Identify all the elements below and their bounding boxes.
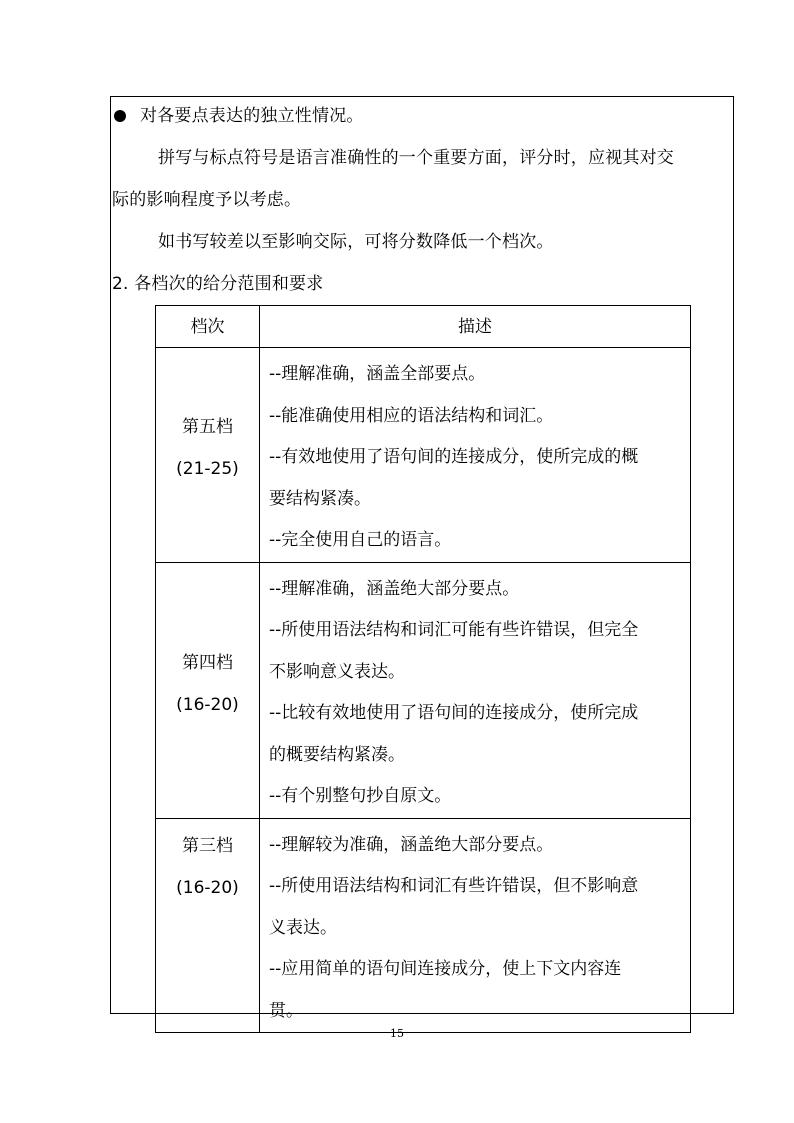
description-line: 的概要结构紧凑。 [269, 744, 405, 765]
bullet-icon [114, 110, 126, 122]
description-cell [260, 562, 691, 818]
section-heading: 2. 各档次的给分范围和要求 [112, 274, 324, 294]
description-line: --所使用语法结构和词汇有些许错误，但不影响意 [269, 876, 639, 896]
level-label: 第四档 [182, 652, 233, 673]
description-line: --能准确使用相应的语法结构和词汇。 [269, 405, 554, 426]
level-cell [156, 562, 260, 818]
level-range: (16-20) [176, 877, 239, 898]
header-description: 描述 [260, 306, 691, 348]
description-line: 不影响意义表达。 [269, 661, 405, 682]
description-line: --有个别整句抄自原文。 [269, 786, 452, 806]
description-line: 贯。 [269, 1000, 303, 1021]
table-header-row [156, 306, 691, 348]
level-cell [156, 348, 260, 563]
description-line: --比较有效地使用了语句间的连接成分，使所完成 [269, 703, 639, 723]
table-row [156, 818, 691, 1033]
level-label: 第五档 [182, 417, 233, 437]
page-number: 15 [390, 1027, 404, 1040]
paragraph: 如书写较差以至影响交际，可将分数降低一个档次。 [158, 232, 554, 252]
description-line: --有效地使用了语句间的连接成分，使所完成的概 [269, 447, 639, 467]
description-line: --完全使用自己的语言。 [269, 530, 452, 550]
description-line: --应用简单的语句间连接成分，使上下文内容连 [269, 959, 622, 979]
description-line: --理解较为准确，涵盖绝大部分要点。 [269, 834, 554, 855]
table-row [156, 562, 691, 818]
description-cell [260, 348, 691, 563]
header-level: 档次 [156, 306, 260, 348]
description-cell [260, 818, 691, 1033]
grading-table [155, 305, 691, 1033]
level-range: (16-20) [176, 694, 239, 715]
description-line: --理解准确，涵盖全部要点。 [269, 364, 486, 384]
paragraph-line: 拼写与标点符号是语言准确性的一个重要方面，评分时，应视其对交 [158, 148, 674, 168]
table-row [156, 348, 691, 563]
level-range: (21-25) [176, 459, 239, 479]
description-line: 义表达。 [269, 917, 337, 938]
paragraph-line: 际的影响程度予以考虑。 [112, 190, 302, 210]
bullet-text: 对各要点表达的独立性情况。 [140, 106, 364, 126]
level-cell [156, 818, 260, 1033]
level-label: 第三档 [182, 835, 233, 856]
description-line: --理解准确，涵盖绝大部分要点。 [269, 578, 520, 599]
description-line: --所使用语法结构和词汇可能有些许错误，但完全 [269, 620, 639, 640]
description-line: 要结构紧凑。 [269, 488, 371, 509]
